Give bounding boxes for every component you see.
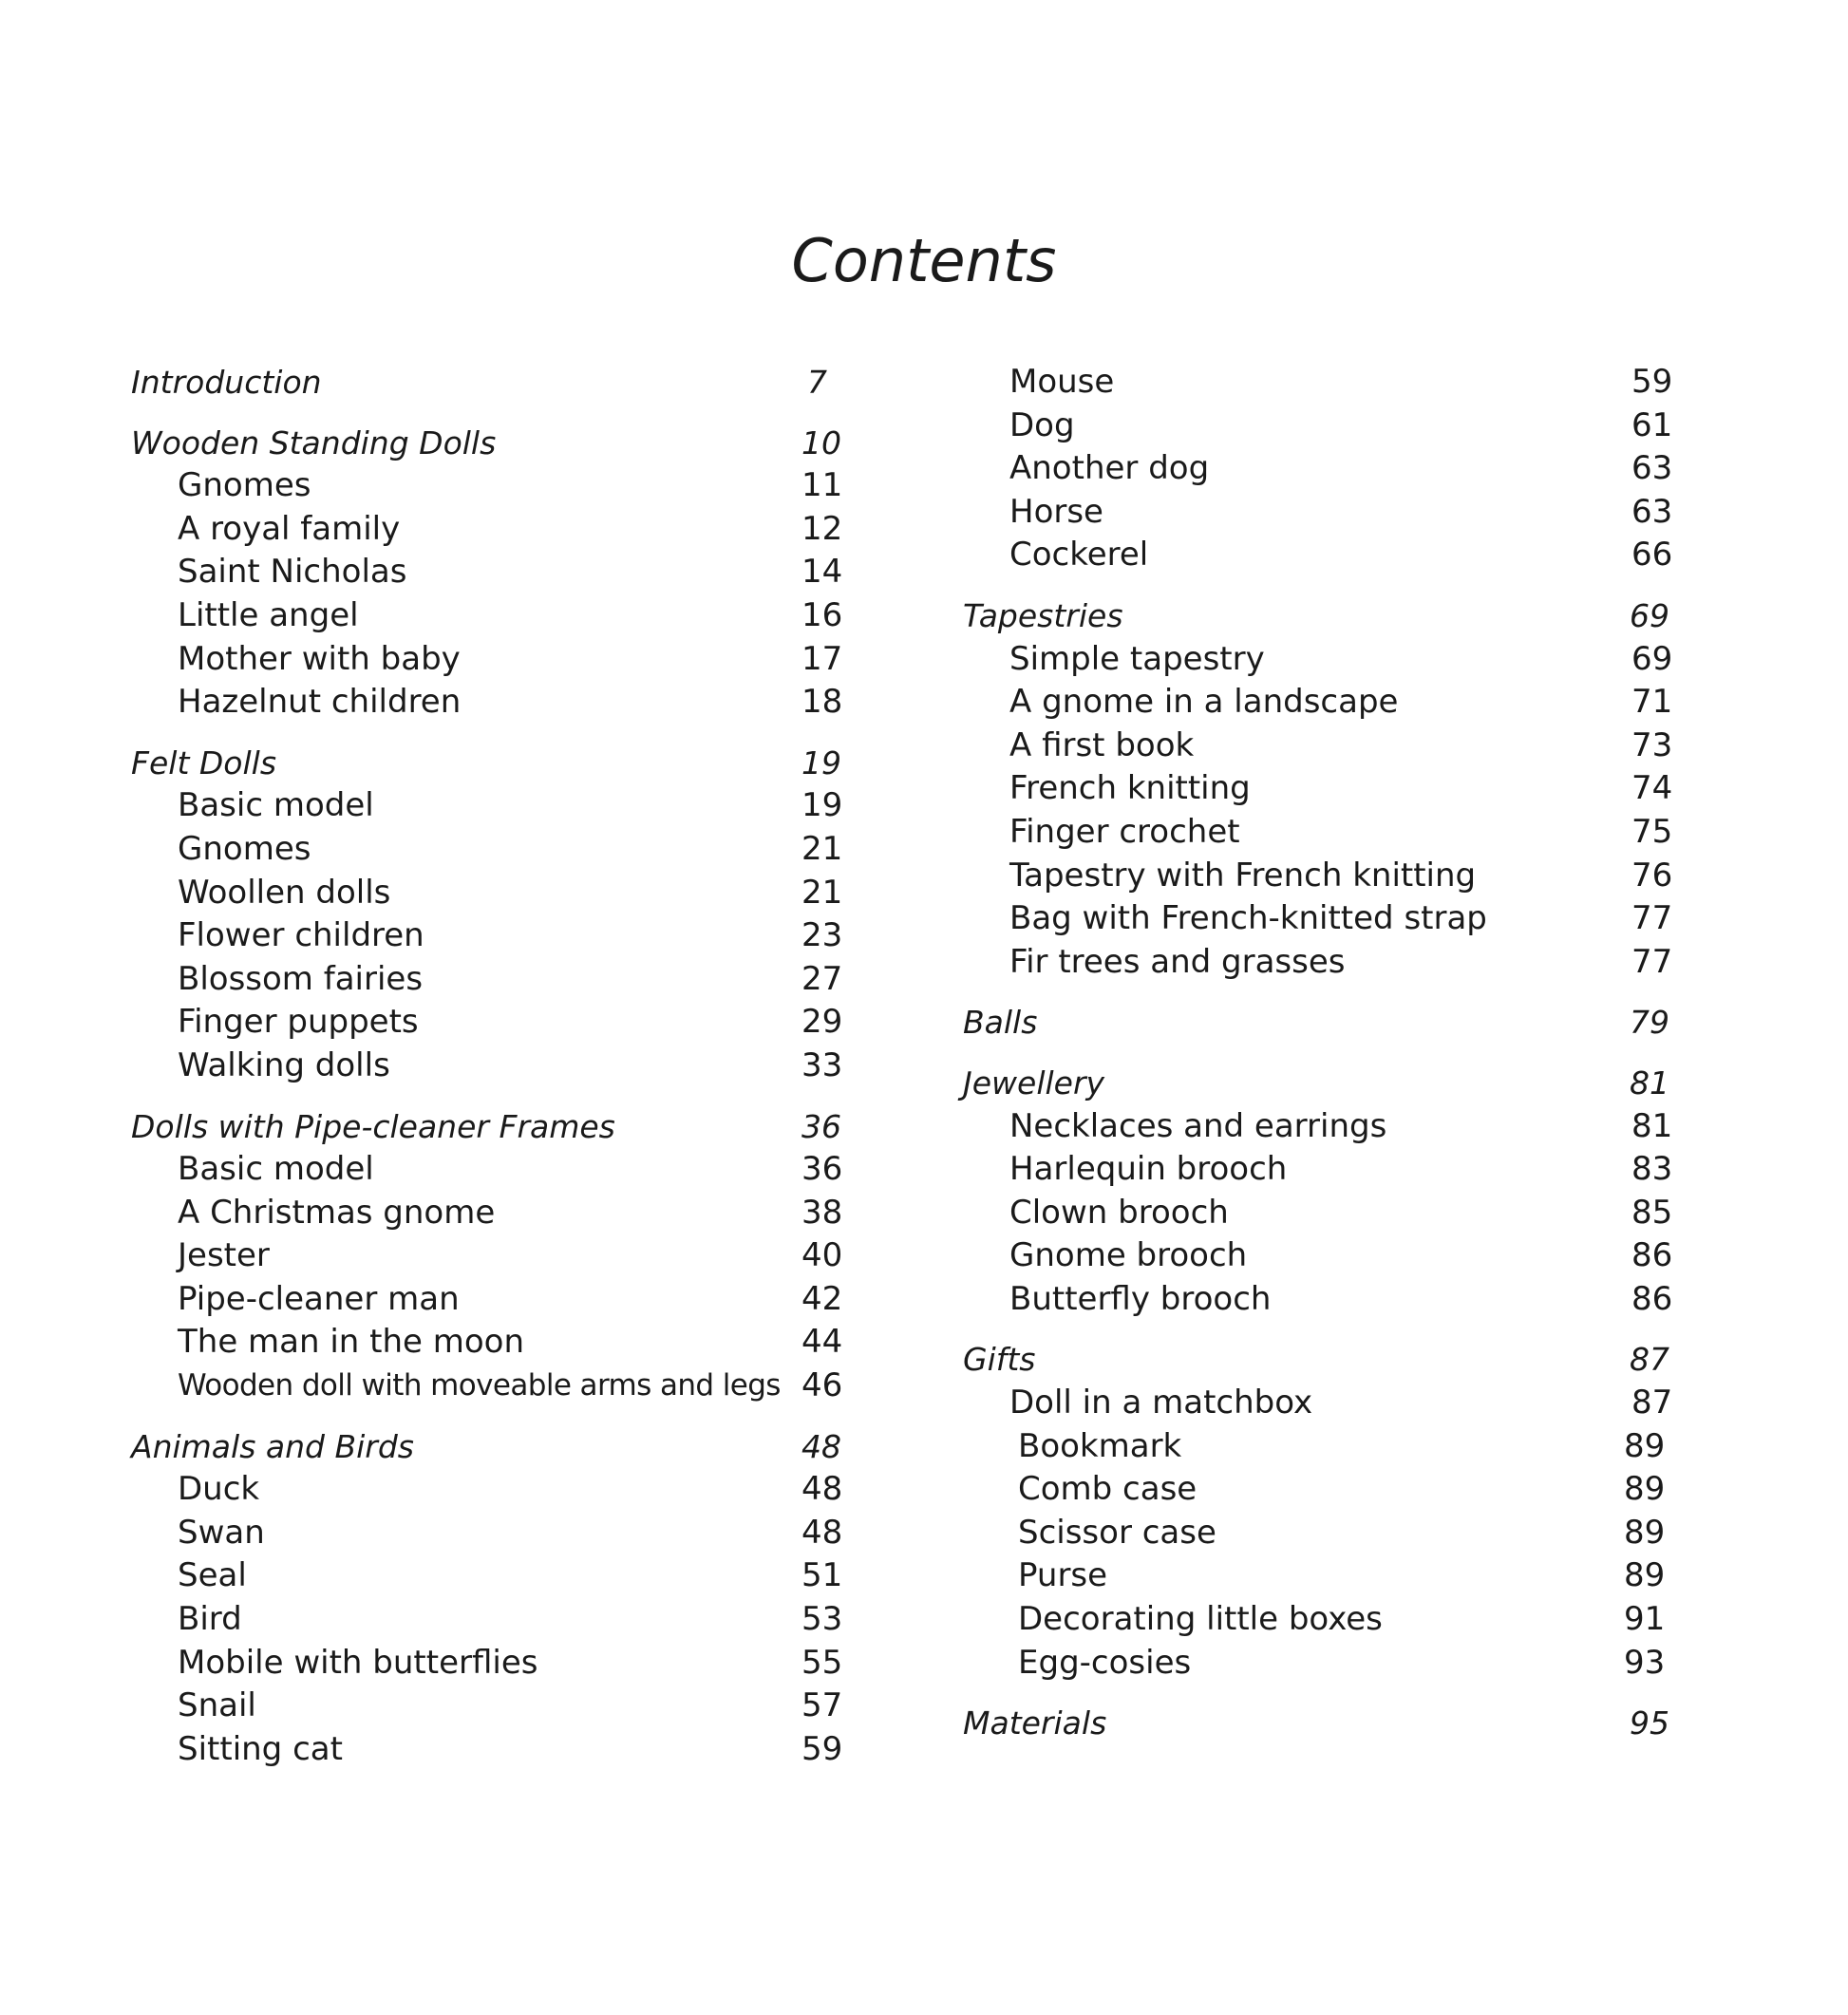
entry-title: Another dog xyxy=(1009,449,1210,488)
chapter-title: Gifts xyxy=(963,1341,1036,1379)
entry-title: Comb case xyxy=(1018,1470,1197,1509)
toc-entry-little-angel[interactable] xyxy=(131,594,843,638)
entry-page-number: 12 xyxy=(801,509,843,548)
toc-entry-sitting-cat[interactable] xyxy=(131,1728,843,1772)
entry-title: Basic model xyxy=(178,1150,374,1189)
entry-page-number: 87 xyxy=(1631,1384,1673,1422)
toc-entry-gnomes[interactable] xyxy=(131,828,843,872)
toc-section-animals-and-birds xyxy=(131,1425,843,1772)
entry-title: Cockerel xyxy=(1009,536,1149,574)
entry-title: Little angel xyxy=(178,595,359,634)
toc-entry-gnomes[interactable] xyxy=(131,464,843,508)
entry-page-number: 93 xyxy=(1624,1643,1666,1682)
toc-entry-doll-in-a-matchbox[interactable] xyxy=(963,1382,1675,1425)
entry-page-number: 59 xyxy=(1631,363,1673,401)
entry-title: Scissor case xyxy=(1018,1513,1216,1552)
chapter-title: Materials xyxy=(963,1704,1107,1742)
entry-title: Gnome brooch xyxy=(1009,1236,1248,1275)
entry-title: Flower children xyxy=(178,916,424,955)
entry-page-number: 66 xyxy=(1631,536,1673,574)
entry-title: Basic model xyxy=(178,786,374,825)
chapter-title: Animals and Birds xyxy=(131,1427,414,1465)
entry-page-number: 91 xyxy=(1624,1600,1666,1639)
toc-entry-saint-nicholas[interactable] xyxy=(131,551,843,594)
entry-page-number: 73 xyxy=(1631,725,1673,764)
entry-page-number: 89 xyxy=(1624,1470,1666,1509)
entry-title: Gnomes xyxy=(178,466,311,505)
entry-title: The man in the moon xyxy=(178,1323,525,1362)
toc-entry-finger-crochet[interactable] xyxy=(963,811,1675,855)
toc-section-wooden-standing-dolls xyxy=(131,422,843,725)
entry-page-number: 85 xyxy=(1631,1193,1673,1232)
toc-entry-seal[interactable] xyxy=(131,1554,843,1598)
entry-page-number: 21 xyxy=(801,829,843,868)
toc-chapter-wooden-standing-dolls[interactable] xyxy=(131,422,843,465)
toc-section-dolls-with-pipe-cleaner-frames xyxy=(131,1105,843,1408)
toc-section-jewellery xyxy=(963,1062,1675,1322)
toc-entry-blossom-fairies[interactable] xyxy=(131,958,843,1002)
entry-title: Butterfly brooch xyxy=(1009,1279,1272,1318)
entry-page-number: 16 xyxy=(801,595,843,634)
toc-right-column xyxy=(963,361,1675,1745)
entry-page-number: 51 xyxy=(801,1556,843,1595)
toc-section-introduction xyxy=(131,361,843,405)
toc-entry-hazelnut-children[interactable] xyxy=(131,681,843,725)
toc-entry-tapestry-with-french-knitting[interactable] xyxy=(963,855,1675,898)
toc-entry-bag-with-french-knitted-strap[interactable] xyxy=(963,897,1675,941)
entry-title: Finger crochet xyxy=(1009,812,1240,851)
entry-page-number: 27 xyxy=(801,959,843,998)
entry-page-number: 44 xyxy=(801,1323,843,1362)
entry-title: A first book xyxy=(1009,725,1195,764)
toc-entry-mouse[interactable] xyxy=(963,361,1675,405)
toc-entry-wooden-doll-with-moveable-arms-and-legs[interactable] xyxy=(131,1365,843,1408)
entry-page-number: 86 xyxy=(1631,1279,1673,1318)
chapter-page-number: 10 xyxy=(801,424,841,461)
entry-title: Mouse xyxy=(1009,363,1115,401)
chapter-page-number: 48 xyxy=(801,1427,841,1465)
toc-entry-a-gnome-in-a-landscape[interactable] xyxy=(963,681,1675,725)
entry-title: Tapestry with French knitting xyxy=(1009,856,1477,895)
toc-chapter-gifts[interactable] xyxy=(963,1338,1675,1382)
entry-title: Hazelnut children xyxy=(178,683,462,722)
entry-page-number: 71 xyxy=(1631,683,1673,722)
entry-title: Snail xyxy=(178,1686,256,1725)
chapter-page-number: 79 xyxy=(1630,1004,1669,1042)
entry-page-number: 63 xyxy=(1631,492,1673,531)
entry-page-number: 89 xyxy=(1624,1426,1666,1465)
toc-entry-jester[interactable] xyxy=(131,1234,843,1278)
entry-page-number: 38 xyxy=(801,1193,843,1232)
entry-page-number: 18 xyxy=(801,683,843,722)
page-title xyxy=(0,228,1848,294)
toc-entry-a-christmas-gnome[interactable] xyxy=(131,1192,843,1235)
toc-entry-walking-dolls[interactable] xyxy=(131,1045,843,1088)
toc-entry-simple-tapestry[interactable] xyxy=(963,638,1675,682)
entry-title: Sitting cat xyxy=(178,1729,343,1768)
entry-title: Purse xyxy=(1018,1556,1108,1595)
entry-page-number: 23 xyxy=(801,916,843,955)
toc-entry-duck[interactable] xyxy=(131,1468,843,1512)
entry-page-number: 75 xyxy=(1631,812,1673,851)
toc-chapter-felt-dolls[interactable] xyxy=(131,742,843,785)
chapter-title: Dolls with Pipe-cleaner Frames xyxy=(131,1107,615,1145)
entry-title: Fir trees and grasses xyxy=(1009,942,1346,981)
toc-entry-clown-brooch[interactable] xyxy=(963,1192,1675,1235)
toc-entry-egg-cosies[interactable] xyxy=(963,1642,1675,1685)
chapter-title: Introduction xyxy=(131,364,322,401)
chapter-title: Wooden Standing Dolls xyxy=(131,424,497,461)
toc-entry-a-royal-family[interactable] xyxy=(131,508,843,552)
entry-title: Walking dolls xyxy=(178,1045,390,1084)
entry-title: Jester xyxy=(178,1236,270,1275)
entry-page-number: 48 xyxy=(801,1513,843,1552)
entry-page-number: 29 xyxy=(801,1003,843,1042)
chapter-title: Tapestries xyxy=(963,596,1123,634)
entry-title: Duck xyxy=(178,1470,260,1509)
entry-page-number: 42 xyxy=(801,1279,843,1318)
entry-page-number: 61 xyxy=(1631,405,1673,444)
entry-title: Dog xyxy=(1009,405,1075,444)
entry-title: French knitting xyxy=(1009,769,1251,808)
toc-entry-bird[interactable] xyxy=(131,1598,843,1642)
entry-title: Wooden doll with moveable arms and legs xyxy=(178,1368,781,1403)
toc-section-continued xyxy=(963,361,1675,577)
entry-page-number: 33 xyxy=(801,1045,843,1084)
entry-page-number: 17 xyxy=(801,639,843,678)
entry-page-number: 55 xyxy=(801,1643,843,1682)
toc-entry-mother-with-baby[interactable] xyxy=(131,638,843,682)
entry-title: A Christmas gnome xyxy=(178,1193,496,1232)
entry-title: Seal xyxy=(178,1556,247,1595)
toc-chapter-dolls-with-pipe-cleaner-frames[interactable] xyxy=(131,1105,843,1149)
entry-title: Mother with baby xyxy=(178,639,461,678)
chapter-page-number: 87 xyxy=(1630,1341,1669,1379)
chapter-page-number: 81 xyxy=(1630,1064,1669,1102)
entry-title: A royal family xyxy=(178,509,401,548)
toc-entry-cockerel[interactable] xyxy=(963,534,1675,577)
entry-page-number: 48 xyxy=(801,1470,843,1509)
toc-section-balls xyxy=(963,1001,1675,1045)
toc-entry-basic-model[interactable] xyxy=(131,784,843,828)
toc-entry-dog[interactable] xyxy=(963,405,1675,448)
toc-section-materials xyxy=(963,1702,1675,1745)
entry-page-number: 89 xyxy=(1624,1556,1666,1595)
toc-chapter-balls[interactable] xyxy=(963,1001,1675,1045)
entry-title: Harlequin brooch xyxy=(1009,1150,1288,1189)
toc-entry-finger-puppets[interactable] xyxy=(131,1001,843,1045)
toc-chapter-animals-and-birds[interactable] xyxy=(131,1425,843,1469)
chapter-page-number: 69 xyxy=(1630,596,1669,634)
toc-entry-comb-case[interactable] xyxy=(963,1468,1675,1512)
entry-title: Blossom fairies xyxy=(178,959,424,998)
entry-page-number: 83 xyxy=(1631,1150,1673,1189)
entry-title: Swan xyxy=(178,1513,265,1552)
entry-page-number: 40 xyxy=(801,1236,843,1275)
entry-title: Woollen dolls xyxy=(178,873,391,912)
entry-page-number: 76 xyxy=(1631,856,1673,895)
entry-page-number: 46 xyxy=(801,1366,843,1405)
toc-chapter-jewellery[interactable] xyxy=(963,1062,1675,1105)
toc-entry-scissor-case[interactable] xyxy=(963,1512,1675,1555)
chapter-page-number: 7 xyxy=(807,364,827,401)
entry-title: Egg-cosies xyxy=(1018,1643,1192,1682)
toc-entry-basic-model[interactable] xyxy=(131,1148,843,1192)
toc-left-column xyxy=(131,361,843,1771)
toc-entry-snail[interactable] xyxy=(131,1685,843,1728)
entry-page-number: 21 xyxy=(801,873,843,912)
toc-entry-purse[interactable] xyxy=(963,1554,1675,1598)
toc-entry-swan[interactable] xyxy=(131,1512,843,1555)
toc-entry-another-dog[interactable] xyxy=(963,447,1675,491)
entry-page-number: 77 xyxy=(1631,899,1673,938)
entry-title: Finger puppets xyxy=(178,1003,419,1042)
chapter-title: Balls xyxy=(963,1004,1038,1042)
entry-title: Saint Nicholas xyxy=(178,553,407,592)
toc-entry-gnome-brooch[interactable] xyxy=(963,1234,1675,1278)
entry-page-number: 77 xyxy=(1631,942,1673,981)
entry-title: Necklaces and earrings xyxy=(1009,1106,1387,1145)
toc-entry-butterfly-brooch[interactable] xyxy=(963,1278,1675,1322)
entry-title: Clown brooch xyxy=(1009,1193,1229,1232)
chapter-page-number: 19 xyxy=(801,744,841,782)
chapter-title: Felt Dolls xyxy=(131,744,277,782)
entry-title: Pipe-cleaner man xyxy=(178,1279,460,1318)
toc-entry-horse[interactable] xyxy=(963,491,1675,535)
entry-page-number: 59 xyxy=(801,1729,843,1768)
entry-title: Simple tapestry xyxy=(1009,639,1265,678)
entry-title: Decorating little boxes xyxy=(1018,1600,1383,1639)
toc-entry-french-knitting[interactable] xyxy=(963,767,1675,811)
toc-entry-mobile-with-butterflies[interactable] xyxy=(131,1642,843,1685)
entry-page-number: 57 xyxy=(801,1686,843,1725)
toc-entry-necklaces-and-earrings[interactable] xyxy=(963,1105,1675,1149)
toc-entry-a-first-book[interactable] xyxy=(963,725,1675,768)
page-title-text: Contents xyxy=(791,226,1057,295)
entry-page-number: 53 xyxy=(801,1600,843,1639)
toc-entry-fir-trees-and-grasses[interactable] xyxy=(963,941,1675,985)
chapter-title: Jewellery xyxy=(963,1064,1105,1102)
toc-entry-pipe-cleaner-man[interactable] xyxy=(131,1278,843,1322)
toc-section-tapestries xyxy=(963,594,1675,984)
toc-entry-flower-children[interactable] xyxy=(131,914,843,958)
entry-page-number: 74 xyxy=(1631,769,1673,808)
entry-title: Bookmark xyxy=(1018,1426,1182,1465)
toc-entry-decorating-little-boxes[interactable] xyxy=(963,1598,1675,1642)
toc-section-gifts xyxy=(963,1338,1675,1685)
entry-title: Doll in a matchbox xyxy=(1009,1384,1313,1422)
entry-title: A gnome in a landscape xyxy=(1009,683,1399,722)
entry-page-number: 81 xyxy=(1631,1106,1673,1145)
toc-entry-harlequin-brooch[interactable] xyxy=(963,1148,1675,1192)
entry-title: Horse xyxy=(1009,492,1103,531)
toc-entry-woollen-dolls[interactable] xyxy=(131,872,843,915)
toc-chapter-materials[interactable] xyxy=(963,1702,1675,1745)
toc-entry-the-man-in-the-moon[interactable] xyxy=(131,1321,843,1365)
chapter-page-number: 36 xyxy=(801,1107,841,1145)
entry-page-number: 86 xyxy=(1631,1236,1673,1275)
toc-chapter-introduction[interactable] xyxy=(131,361,843,405)
entry-title: Bird xyxy=(178,1600,242,1639)
toc-section-felt-dolls xyxy=(131,742,843,1088)
entry-title: Gnomes xyxy=(178,829,311,868)
entry-page-number: 19 xyxy=(801,786,843,825)
entry-page-number: 14 xyxy=(801,553,843,592)
entry-page-number: 63 xyxy=(1631,449,1673,488)
entry-title: Mobile with butterflies xyxy=(178,1643,538,1682)
entry-page-number: 69 xyxy=(1631,639,1673,678)
toc-entry-bookmark[interactable] xyxy=(963,1425,1675,1469)
entry-page-number: 89 xyxy=(1624,1513,1666,1552)
chapter-page-number: 95 xyxy=(1630,1704,1669,1742)
toc-chapter-tapestries[interactable] xyxy=(963,594,1675,638)
entry-title: Bag with French-knitted strap xyxy=(1009,899,1487,938)
entry-page-number: 11 xyxy=(801,466,843,505)
entry-page-number: 36 xyxy=(801,1150,843,1189)
